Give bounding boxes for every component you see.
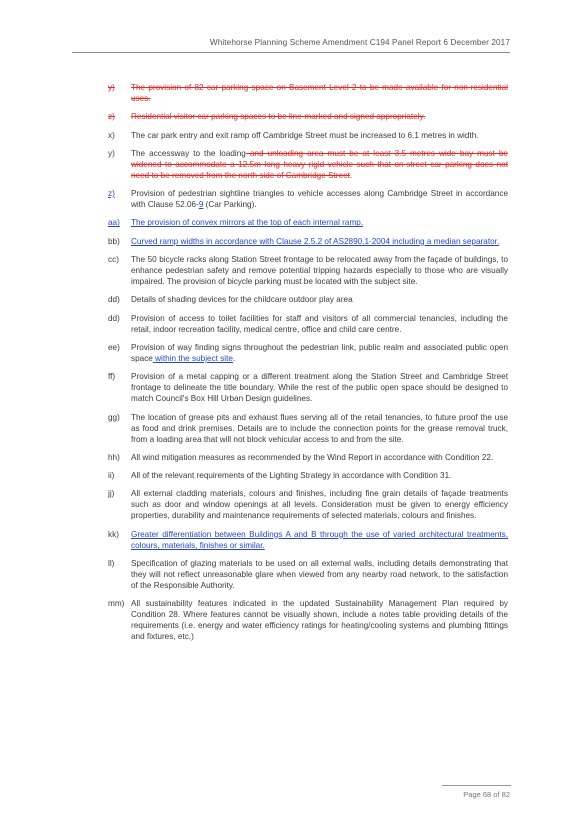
inserted-text: Greater differentiation between Buildings A and B through the use of varied architectural treatments, colours, materials, finishes or similar. xyxy=(131,529,508,550)
condition-text xyxy=(131,83,508,103)
body-text: . xyxy=(349,170,353,180)
condition-label: aa) xyxy=(108,218,120,228)
body-text: All external cladding materials, colours and finishes, including fine grain details of façade treatments such as door and window openings at all levels. Consideration must be given to energy efficiency properties, durability and maintenance requirements of selected materials, colours and finishes. xyxy=(131,489,508,521)
inserted-text: The provision of convex mirrors at the top of each internal ramp. xyxy=(131,218,364,228)
condition-text xyxy=(131,453,493,462)
condition-text xyxy=(131,343,508,363)
condition-item xyxy=(108,488,508,521)
condition-text xyxy=(131,189,508,209)
condition-label: ee) xyxy=(108,342,120,352)
conditions-list xyxy=(108,82,508,650)
condition-label: z) xyxy=(108,189,115,199)
condition-item xyxy=(108,470,508,481)
condition-label: y) xyxy=(108,148,115,158)
condition-item xyxy=(108,294,508,305)
condition-label: z) xyxy=(108,112,115,122)
condition-item xyxy=(108,130,508,141)
condition-item xyxy=(108,254,508,287)
condition-label: hh) xyxy=(108,452,120,462)
condition-item xyxy=(108,598,508,642)
inserted-text: 9 xyxy=(198,200,204,210)
condition-text xyxy=(131,372,508,403)
condition-item xyxy=(108,452,508,463)
condition-label: x) xyxy=(108,130,115,140)
condition-label: mm) xyxy=(108,599,125,609)
body-text: Provision of access to toilet facilities for staff and visitors of all commercial tenancies, including the retail, indoor recreation facility, medical centre, office and child care centre. xyxy=(131,313,508,334)
page-number: Page 68 of 82 xyxy=(463,790,510,799)
running-header: Whitehorse Planning Scheme Amendment C194 Panel Report 6 December 2017 xyxy=(209,38,510,47)
condition-text xyxy=(131,559,508,590)
condition-label: jj) xyxy=(108,489,115,499)
condition-text xyxy=(131,218,363,227)
body-text: Provision of a metal capping or a different treatment along the Station Street and Cambridge Street frontage to delineate the title boundary. While the rest of the public open space should be designed to match Council's Box Hill Urban Design guidelines. xyxy=(131,372,508,404)
body-text: The 50 bicycle racks along Station Street frontage to be relocated away from the façade of buildings, to enhance pedestrian safety and remove potential tripping hazards especially to those who are visually impaired. The provision of bicycle parking must be located with the subject site. xyxy=(131,255,508,287)
body-text: Provision of way finding signs throughout the pedestrian link, public realm and associated public open space xyxy=(131,342,508,363)
deleted-text: and unloading area must be at least 3.5 metres wide bay must be widened to accommodate a 12.5m long heavy rigid vehicle such that on-street car parking does not need to be removed from the north side of Cambridge Street xyxy=(131,148,508,180)
condition-text xyxy=(131,149,508,180)
body-text: The accessway to the loading xyxy=(131,148,246,158)
condition-text xyxy=(131,530,508,550)
condition-label: kk) xyxy=(108,529,119,539)
body-text: All sustainability features indicated in the updated Sustainability Management Plan required by Condition 28. Where features cannot be visually shown, include a notes table providing details of the requirements (i.e. energy and water efficiency ratings for heating/cooling systems and plumbing fittings and fixtures, etc.) xyxy=(131,599,508,642)
condition-text xyxy=(131,237,499,246)
deleted-text: The provision of 82 car parking space on Basement Level 2 to be made available for non-residential uses. xyxy=(131,83,508,103)
inserted-text: within the subject site xyxy=(152,353,233,363)
body-text: The car park entry and exit ramp off Cambridge Street must be increased to 6.1 metres in width. xyxy=(131,130,479,140)
condition-text xyxy=(131,112,425,121)
condition-text xyxy=(131,599,508,641)
condition-label: dd) xyxy=(108,295,120,305)
body-text: Specification of glazing materials to be used on all external walls, including details demonstrating that they will not reflect unreasonable glare when viewed from any nearby road network, to the satisfaction of the Responsible Authority. xyxy=(131,559,508,591)
inserted-text: Curved ramp widths in accordance with Clause 2.5.2 of AS2890.1-2004 including a median separator. xyxy=(131,236,500,246)
condition-text xyxy=(131,295,353,304)
condition-label: cc) xyxy=(108,255,119,265)
deleted-text: Residential visitor car parking spaces to be line-marked and signed appropriately. xyxy=(131,112,426,122)
condition-item xyxy=(108,371,508,404)
condition-text xyxy=(131,131,479,140)
condition-item xyxy=(108,236,508,247)
footer-divider xyxy=(442,785,511,786)
condition-item xyxy=(108,313,508,335)
body-text: . xyxy=(232,353,236,363)
condition-label: bb) xyxy=(108,236,120,246)
condition-item xyxy=(108,412,508,445)
condition-label: ff) xyxy=(108,372,116,382)
condition-label: dd) xyxy=(108,313,120,323)
condition-label: gg) xyxy=(108,412,120,422)
condition-item xyxy=(108,558,508,591)
body-text: (Car Parking). xyxy=(203,200,257,210)
condition-item xyxy=(108,217,508,228)
condition-item xyxy=(108,188,508,210)
condition-item xyxy=(108,111,508,122)
condition-label: y) xyxy=(108,83,115,92)
body-text: All of the relevant requirements of the Lighting Strategy in accordance with Condition 31. xyxy=(131,471,452,481)
condition-label: ii) xyxy=(108,471,115,481)
condition-item xyxy=(108,82,508,104)
condition-text xyxy=(131,255,508,286)
body-text: Provision of pedestrian sightline triangles to vehicle accesses along Cambridge Street in accordance with Clause 52.06- xyxy=(131,189,508,210)
body-text: Details of shading devices for the childcare outdoor play area xyxy=(131,295,353,305)
body-text: All wind mitigation measures as recommended by the Wind Report in accordance with Condition 22. xyxy=(131,452,494,462)
condition-label: ll) xyxy=(108,559,115,569)
condition-item xyxy=(108,529,508,551)
body-text: The location of grease pits and exhaust flues serving all of the retail tenancies, to future proof the use as food and drink premises. Details are to include the connection points for the grease removal truck, from a loading area that will not block vehicular access to and from the site. xyxy=(131,412,508,444)
condition-text xyxy=(131,413,508,444)
condition-item xyxy=(108,148,508,181)
condition-text xyxy=(131,314,508,334)
header-divider xyxy=(72,52,510,53)
condition-text xyxy=(131,471,451,480)
condition-text xyxy=(131,489,508,520)
condition-item xyxy=(108,342,508,364)
